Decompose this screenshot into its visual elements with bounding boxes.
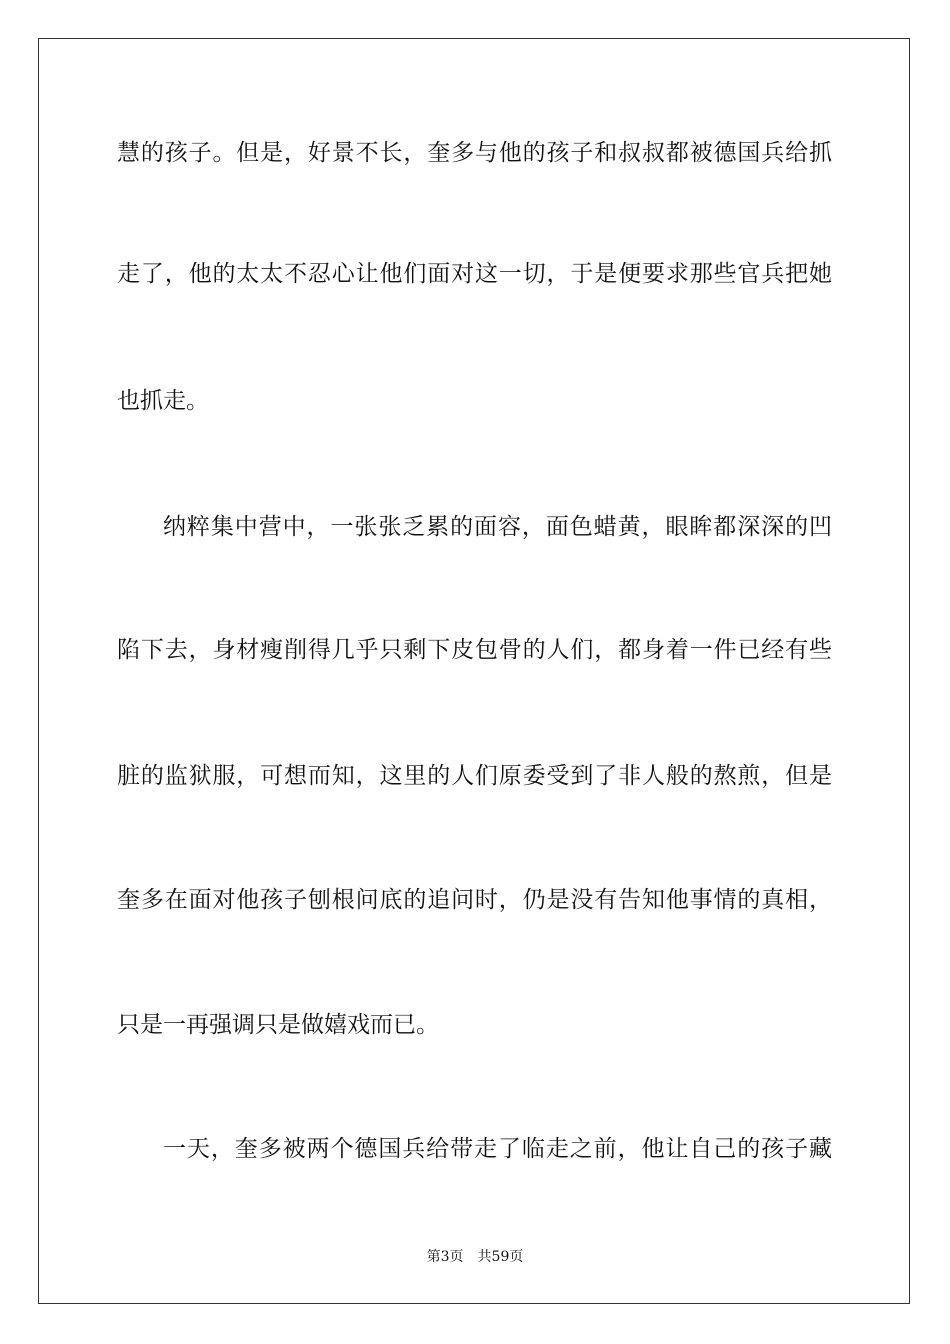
text-line-2: 走了，他的太太不忍心让他们面对这一切，于是便要求那些官兵把她 (117, 261, 832, 287)
text-line-9: 一天，奎多被两个德国兵给带走了临走之前，他让自己的孩子藏 (163, 1136, 832, 1162)
text-line-3: 也抓走。 (117, 388, 209, 414)
text-line-7: 奎多在面对他孩子刨根问底的追问时，仍是没有告知他事情的真相， (117, 887, 832, 913)
text-line-8: 只是一再强调只是做嬉戏而已。 (117, 1012, 439, 1038)
page-footer: 第3页 共59页 (426, 1249, 524, 1265)
text-line-6: 脏的监狱服，可想而知，这里的人们原委受到了非人般的熬煎，但是 (117, 763, 832, 789)
text-line-1: 慧的孩子。但是，好景不长，奎多与他的孩子和叔叔都被德国兵给抓 (117, 140, 832, 166)
text-line-5: 陷下去，身材瘦削得几乎只剩下皮包骨的人们，都身着一件已经有些 (117, 637, 832, 663)
text-line-4: 纳粹集中营中，一张张乏累的面容，面色蜡黄，眼眸都深深的凹 (163, 514, 832, 540)
page-border (38, 38, 910, 1304)
